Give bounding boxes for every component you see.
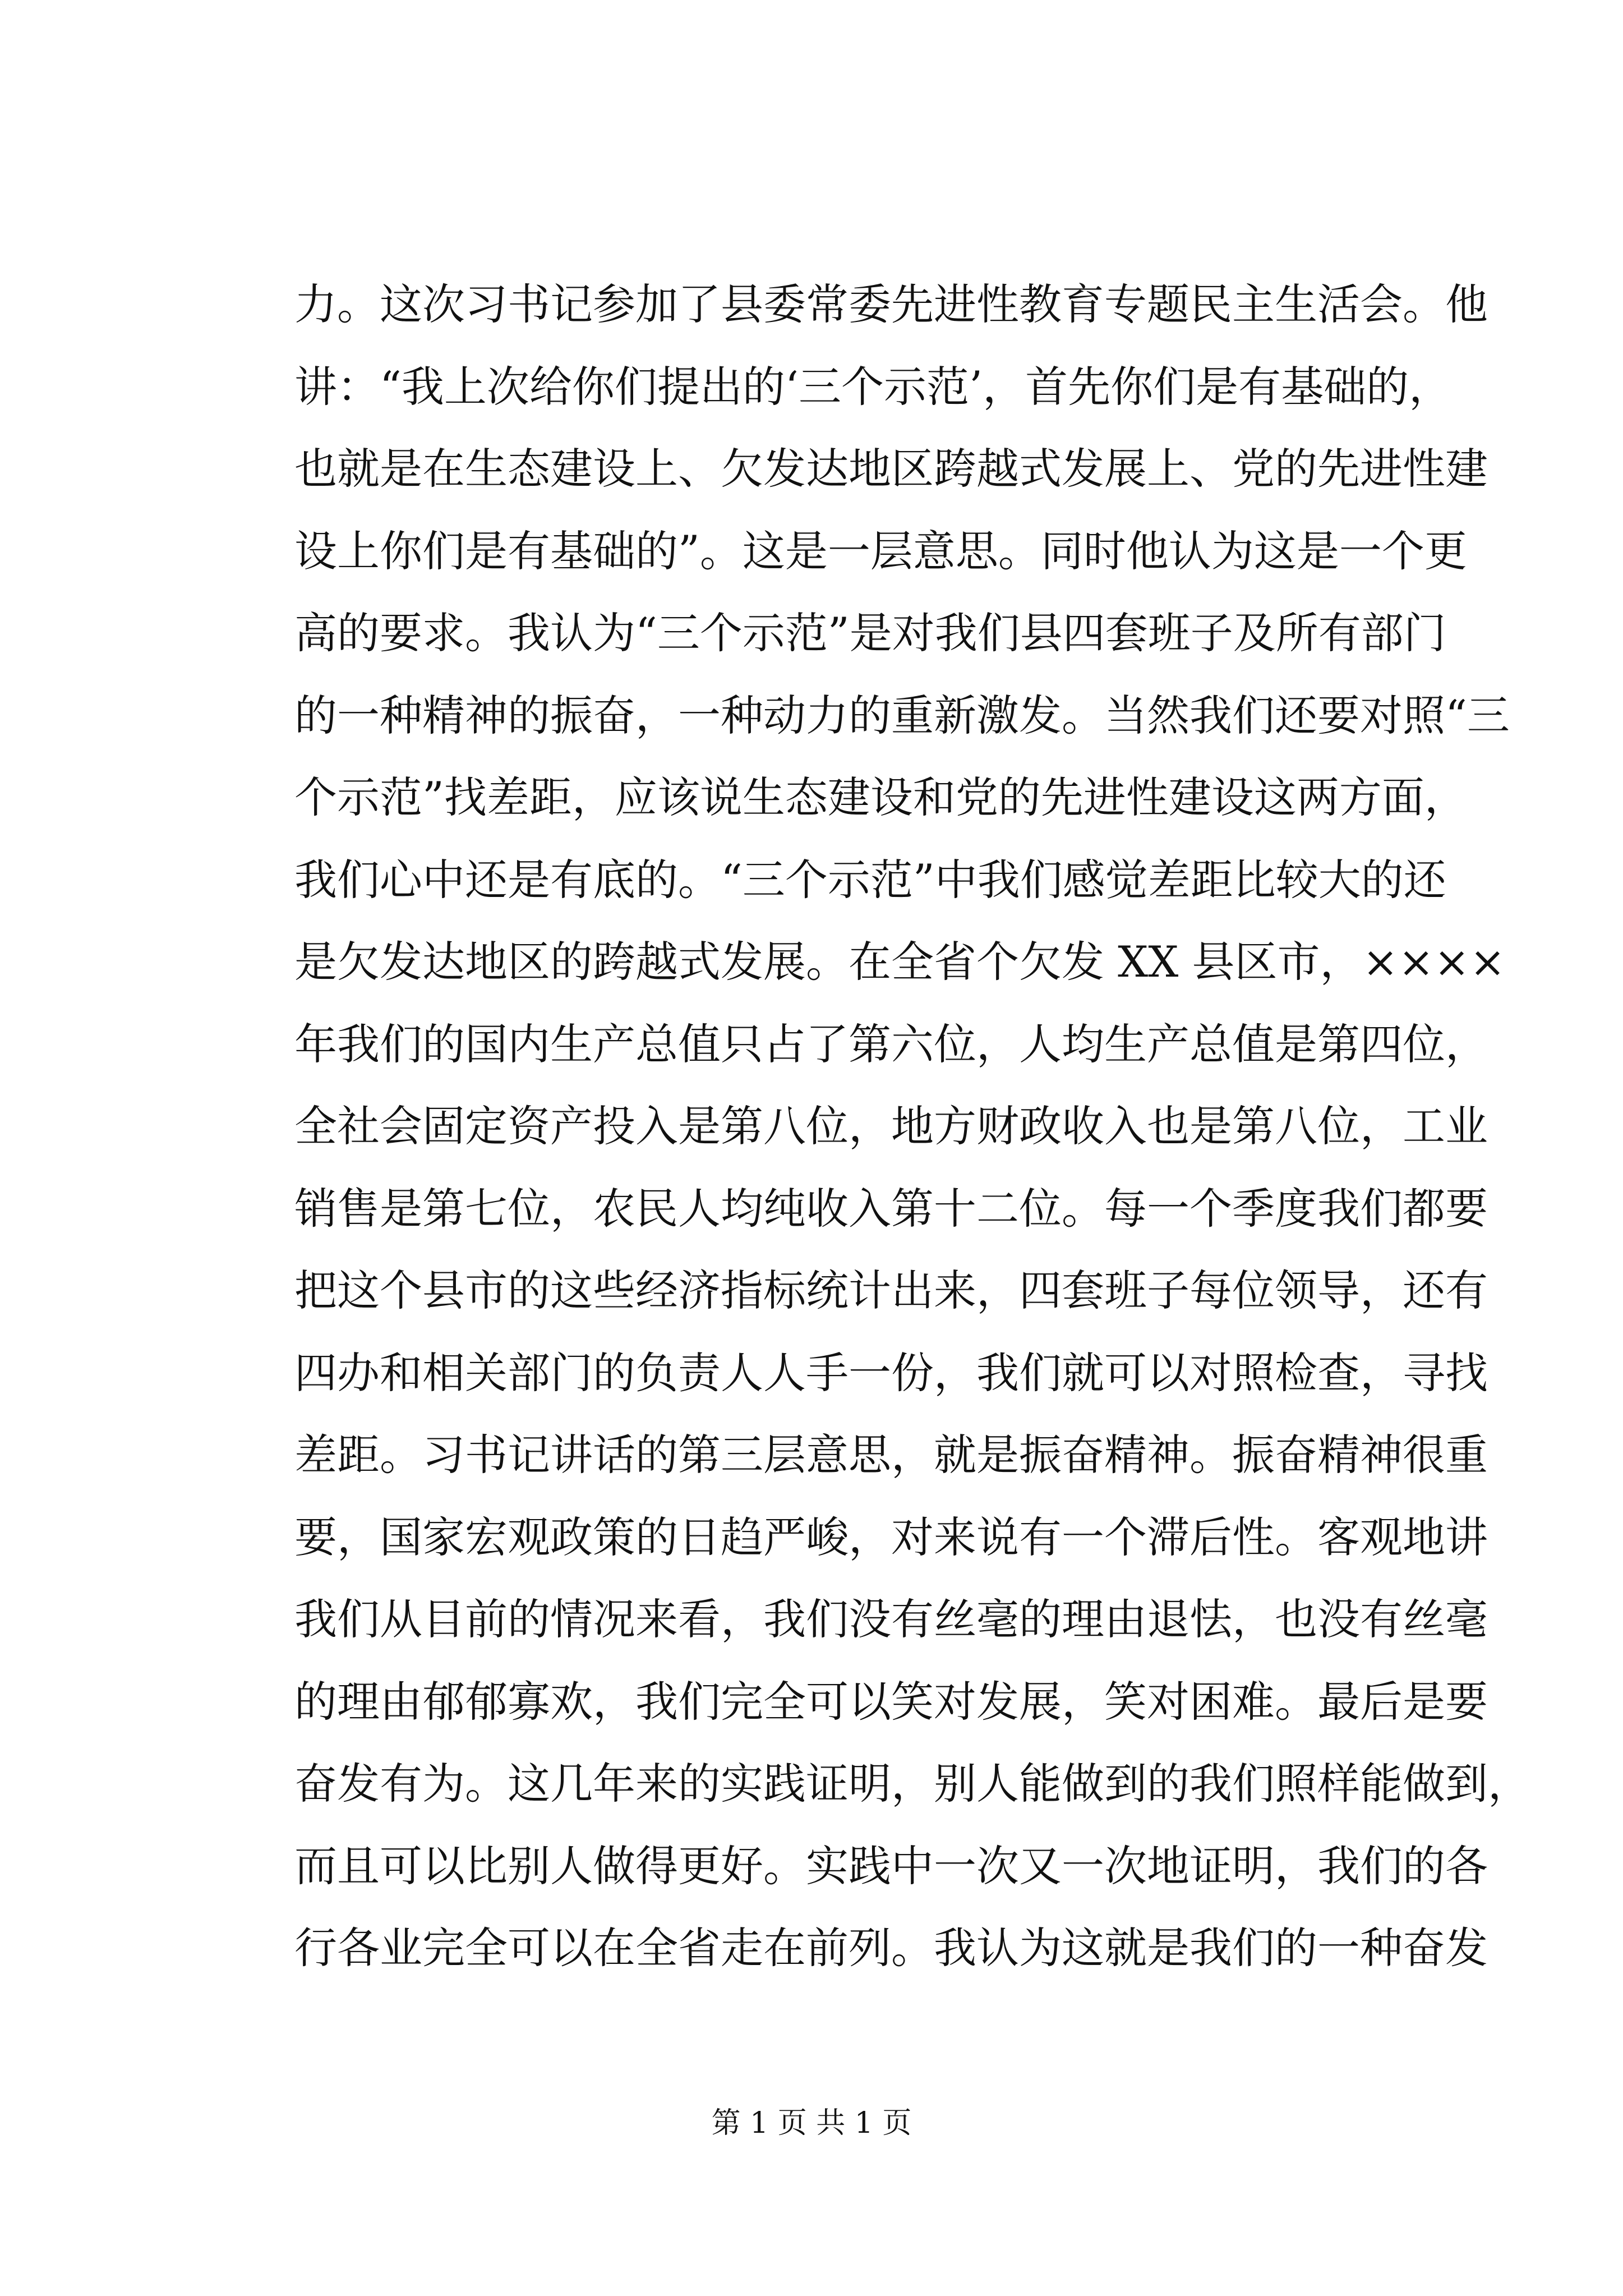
text-line: 力。这次习书记参加了县委常委先进性教育专题民主生活会。他 xyxy=(294,279,1488,329)
text-line: 我们从目前的情况来看，我们没有丝毫的理由退怯，也没有丝毫 xyxy=(294,1594,1488,1644)
text-line: 行各业完全可以在全省走在前列。我认为这就是我们的一种奋发 xyxy=(294,1923,1488,1973)
text-line: 我们心中还是有底的。“三个示范”中我们感觉差距比较大的还 xyxy=(294,854,1446,905)
text-line: 而且可以比别人做得更好。实践中一次又一次地证明，我们的各 xyxy=(294,1841,1488,1891)
text-line: 也就是在生态建设上、欠发达地区跨越式发展上、党的先进性建 xyxy=(294,444,1488,494)
text-line: 把这个县市的这些经济指标统计出来，四套班子每位领导，还有 xyxy=(294,1266,1488,1315)
text-line: 全社会固定资产投入是第八位，地方财政收入也是第八位，工业 xyxy=(294,1101,1488,1151)
text-line: 奋发有为。这几年来的实践证明，别人能做到的我们照样能做到， xyxy=(294,1759,1530,1809)
text-line: 年我们的国内生产总值只占了第六位，人均生产总值是第四位， xyxy=(294,1019,1488,1069)
text-line: 个示范”找差距，应该说生态建设和党的先进性建设这两方面， xyxy=(294,772,1467,822)
text-line: 四办和相关部门的负责人人手一份，我们就可以对照检查，寻找 xyxy=(294,1347,1488,1398)
page-number-label: 第 1 页 共 1 页 xyxy=(711,2106,912,2140)
text-line: 讲：“我上次给你们提出的‘三个示范’，首先你们是有基础的， xyxy=(294,361,1452,412)
text-line: 要，国家宏观政策的日趋严峻，对来说有一个滞后性。客观地讲 xyxy=(294,1512,1488,1562)
text-line: 的理由郁郁寡欢，我们完全可以笑对发展，笑对困难。最后是要 xyxy=(294,1676,1488,1727)
text-line: 设上你们是有基础的”。这是一层意思。同时他认为这是一个更 xyxy=(294,526,1467,576)
text-line: 是欠发达地区的跨越式发展。在全省个欠发 XX 县区市，×××× xyxy=(294,937,1506,987)
text-line: 的一种精神的振奋，一种动力的重新激发。当然我们还要对照“三 xyxy=(294,690,1510,740)
text-line: 销售是第七位，农民人均纯收入第十二位。每一个季度我们都要 xyxy=(294,1183,1488,1234)
page-footer xyxy=(0,2106,1623,2140)
body-text xyxy=(294,264,1530,1990)
text-line: 高的要求。我认为“三个示范”是对我们县四套班子及所有部门 xyxy=(294,608,1446,658)
text-line: 差距。习书记讲话的第三层意思，就是振奋精神。振奋精神很重 xyxy=(294,1430,1488,1480)
